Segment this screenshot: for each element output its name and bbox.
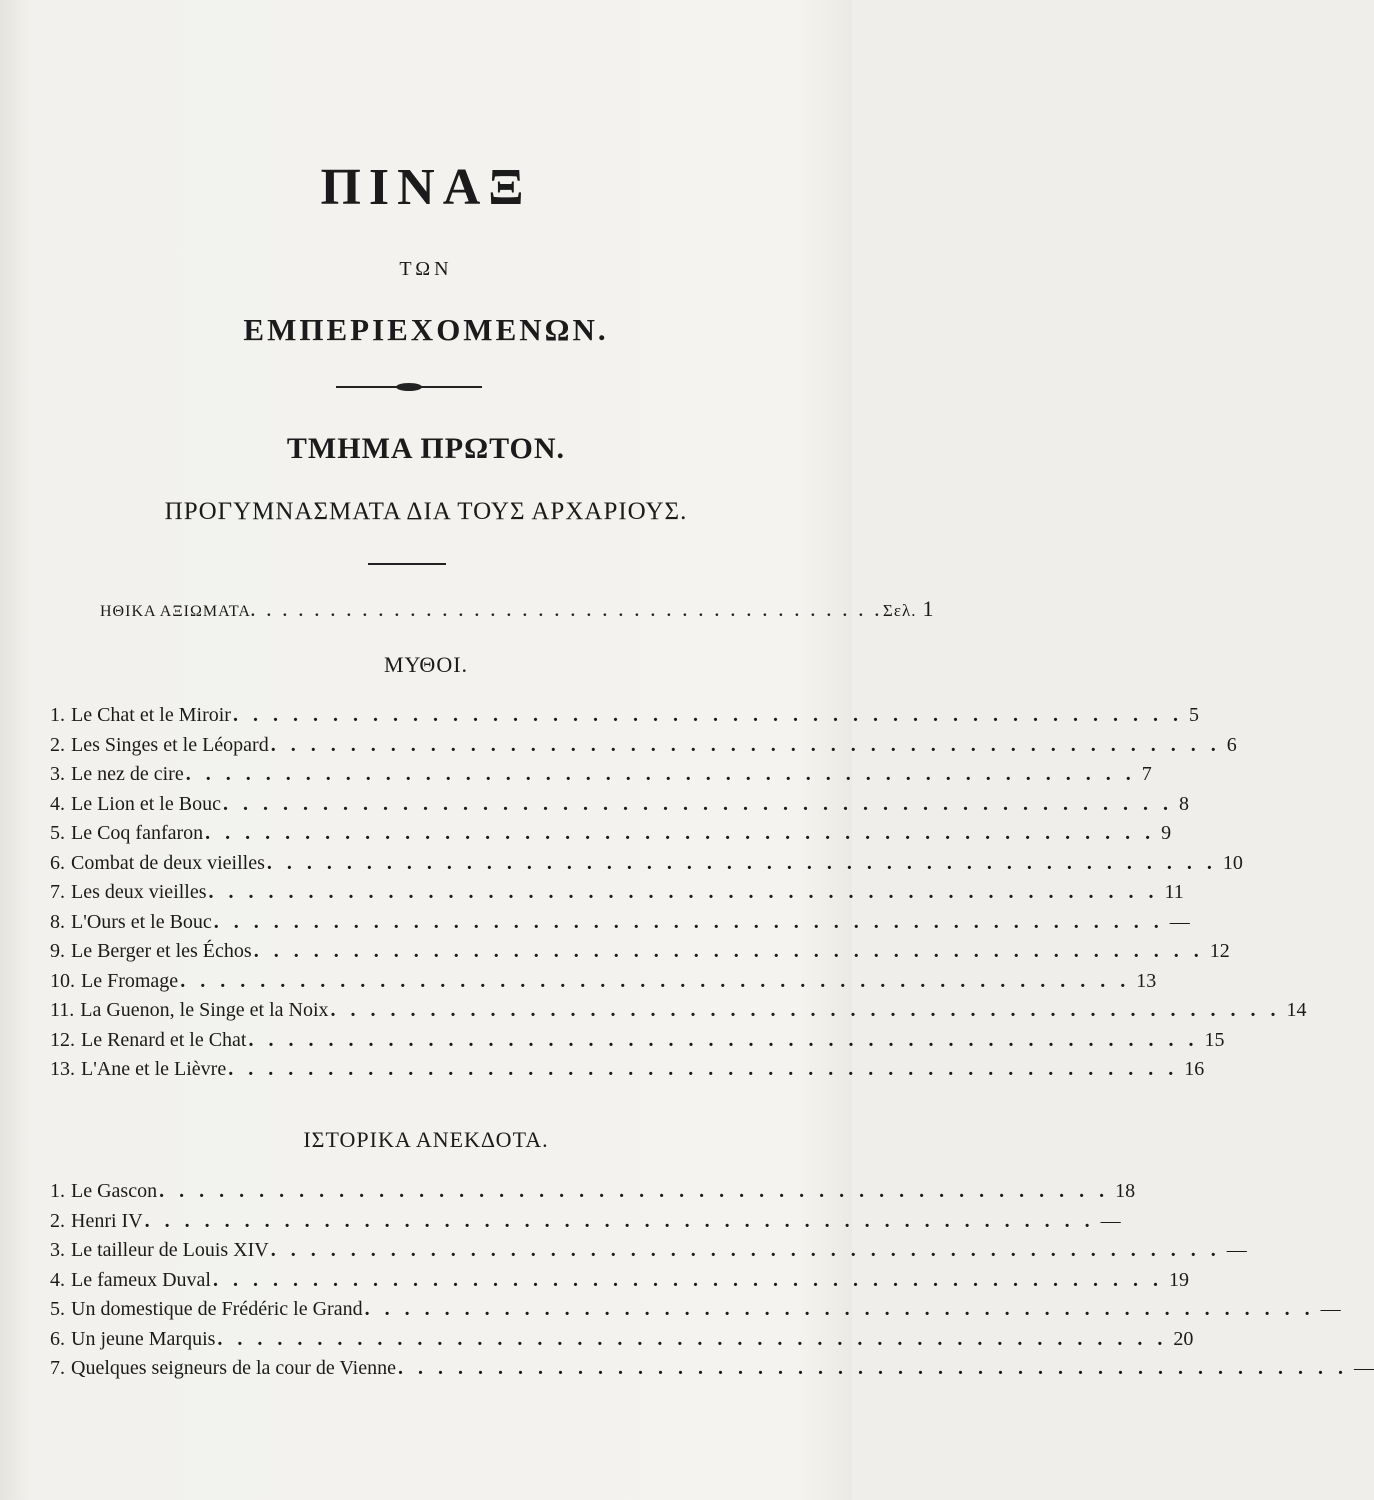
- entry-number: 3.: [50, 1239, 65, 1261]
- entry-number: 4.: [50, 792, 65, 815]
- entry-number: 13.: [50, 1058, 75, 1080]
- leader-dots: . . . . . . . . . . . . . . . . . . . . . . . . . . . . . . . . . . . . . . . . . . . . . . . .: [398, 1357, 1348, 1379]
- entry-page: 19: [1168, 1268, 1189, 1291]
- toc-entry: [50, 851, 1243, 882]
- leader-dots: . . . . . . . . . . . . . . . . . . . . . . . . . . . . . . . . . . . . . . . . . . . . . . . .: [159, 1180, 1110, 1202]
- entry-title: Quelques seigneurs de la cour de Vienne: [71, 1357, 396, 1379]
- toc-entry: [50, 999, 1307, 1029]
- entry-title: Le Chat et le Miroir: [71, 704, 231, 726]
- entry-number: 2.: [50, 1209, 65, 1232]
- entry-number: 12.: [50, 1028, 75, 1051]
- section-title: ΤΜΗΜΑ ΠΡΩΤΟΝ.: [286, 432, 566, 465]
- ethika-entry: [100, 596, 935, 626]
- entry-page: —: [1100, 1209, 1121, 1232]
- entry-number: 8.: [50, 910, 65, 933]
- entry-number: 4.: [50, 1268, 65, 1291]
- entry-title: Le fameux Duval: [71, 1268, 211, 1291]
- entry-number: 7.: [50, 881, 65, 903]
- entry-number: 9.: [50, 940, 65, 962]
- entry-page: 15: [1204, 1028, 1225, 1051]
- leader-dots: . . . . . . . . . . . . . . . . . . . . . . . . . . . . . . . . . . . . . . . . . . . . . . . .: [232, 704, 1183, 726]
- anekdota-list: [50, 1180, 1374, 1387]
- leader-dots: . . . . . . . . . . . . . . . . . . . . . . . . . . . . . . . . . . . . . . . . . . . . . . . .: [248, 1028, 1199, 1051]
- entry-page: 14: [1286, 999, 1307, 1021]
- leader-dots: . . . . . . . . . . . . . . . . . . . . . . . . . . . . . . . . . . . . . . . . . . . . . . . .: [364, 1298, 1315, 1320]
- ethika-page: 1: [922, 596, 935, 621]
- title-article: ΤΩΝ: [399, 258, 453, 280]
- leader-dots: . . . . . . . . . . . . . . . . . . . . . . . . . . . . . . . . . . . . . . . . . . . . . . . .: [253, 940, 1204, 962]
- section-subtitle: ΠΡΟΓΥΜΝΑΣΜΑΤΑ ΔΙΑ ΤΟΥΣ ΑΡΧΑΡΙΟΥΣ.: [164, 498, 688, 525]
- ornament-divider: [336, 386, 482, 388]
- toc-entry: [50, 1028, 1225, 1059]
- leader-dots: . . . . . . . . . . . . . . . . . . . . . . . . . . . . . . . . . . . . . . . . . . . . . . . .: [212, 1268, 1163, 1291]
- leader-dots: . . . . . . . . . . . . . . . . . . . . . . . . . . . . . . . . . . . . . . . . . . . . . . . .: [222, 792, 1173, 815]
- entry-number: 5.: [50, 1298, 65, 1320]
- entry-title: Henri IV: [71, 1209, 143, 1232]
- entry-page: 13: [1136, 969, 1157, 992]
- toc-entry: [50, 733, 1237, 764]
- toc-entry: [50, 1239, 1247, 1269]
- entry-page: 6: [1226, 733, 1237, 756]
- entry-page: 5: [1188, 704, 1199, 726]
- mythoi-list: [50, 704, 1307, 1088]
- ethika-label: ΗΘΙΚΑ ΑΞΙΩΜΑΤΑ: [100, 603, 251, 620]
- entry-number: 7.: [50, 1357, 65, 1379]
- leader-dots: . . . . . . . . . . . . . . . . . . . . . . . . . . . . . . . . . . . . . . . . . . . . . . . .: [180, 969, 1131, 992]
- entry-title: Les Singes et le Léopard: [71, 733, 269, 756]
- toc-entry: [50, 1298, 1341, 1328]
- leader-dots: . . . . . . . . . . . . . . . . . . . . . . . . . . . . . . . . . . . . . . . . . . . . . . . .: [266, 851, 1217, 874]
- entry-page: 11: [1164, 881, 1184, 903]
- page-title: ΠΙΝΑΞ: [320, 159, 532, 216]
- toc-entry: [50, 1209, 1121, 1240]
- leader-dots: . . . . . . . . . . . . . . . . . . . . . . . . . . . . . . . . . . . . . . . . . . . . . . . .: [144, 1209, 1095, 1232]
- toc-entry: [50, 763, 1152, 793]
- entry-title: La Guenon, le Singe et la Noix: [80, 999, 329, 1021]
- toc-entry: [50, 1058, 1205, 1088]
- entry-number: 6.: [50, 1327, 65, 1350]
- entry-title: Un jeune Marquis: [71, 1327, 216, 1350]
- entry-title: Le tailleur de Louis XIV: [71, 1239, 269, 1261]
- toc-entry: [50, 910, 1190, 941]
- toc-entry: [50, 822, 1172, 852]
- leader-dots: . . . . . . . . . . . . . . . . . . . . . . . . . . . . . . . . . . . . . . . . . . . . . . . .: [270, 733, 1221, 756]
- entry-title: L'Ane et le Lièvre: [81, 1058, 227, 1080]
- entry-number: 2.: [50, 733, 65, 756]
- entry-page: —: [1320, 1298, 1341, 1320]
- mythoi-heading: ΜΥΘΟΙ.: [383, 652, 469, 677]
- leader-dots: . . . . . . . . . . . . . . . . . . . . . . . . . . . . . . . . . . . . . . . . . . . . . . . .: [228, 1058, 1179, 1080]
- anekdota-heading: ΙΣΤΟΡΙΚΑ ΑΝΕΚΔΟΤΑ.: [303, 1127, 549, 1152]
- entry-title: Le Renard et le Chat: [81, 1028, 247, 1051]
- toc-entry: [50, 1180, 1136, 1210]
- toc-entry: [50, 1268, 1189, 1299]
- entry-number: 10.: [50, 969, 75, 992]
- entry-title: Le Fromage: [81, 969, 179, 992]
- entry-title: L'Ours et le Bouc: [71, 910, 212, 933]
- leader-dots: . . . . . . . . . . . . . . . . . . . . . . . . . . . . . . . . . . . . . . . . . . . . . . . .: [330, 999, 1281, 1021]
- title-subtitle: ΕΜΠΕΡΙΕΧΟΜΕΝΩΝ.: [243, 312, 609, 347]
- entry-page: 16: [1184, 1058, 1205, 1080]
- entry-number: 3.: [50, 763, 65, 785]
- toc-entry: [50, 792, 1189, 823]
- entry-number: 1.: [50, 1180, 65, 1202]
- entry-title: Combat de deux vieilles: [71, 851, 265, 874]
- page-abbreviation: Σελ.: [882, 601, 917, 620]
- entry-page: 18: [1115, 1180, 1136, 1202]
- toc-entry: [50, 969, 1157, 1000]
- leader-dots: . . . . . . . . . . . . . . . . . . . . . . . . . . . . . . . . . . . . . . . . . . . . . . . .: [217, 1327, 1168, 1350]
- leader-dots: . . . . . . . . . . . . . . . . . . . . . . . . . . . . . . . . . . . . . . . . . . . . . . . .: [270, 1239, 1221, 1261]
- entry-page: 10: [1222, 851, 1243, 874]
- entry-page: 7: [1141, 763, 1152, 785]
- entry-title: Le nez de cire: [71, 763, 184, 785]
- entry-page: 8: [1178, 792, 1189, 815]
- entry-title: Le Gascon: [71, 1180, 158, 1202]
- entry-title: Le Lion et le Bouc: [71, 792, 221, 815]
- toc-entry: [50, 940, 1230, 970]
- toc-entry: [50, 704, 1199, 734]
- leader-dots: . . . . . . . . . . . . . . . . . . . . . . . . . . . . . . . . . . . . . . . . . . . . . . . .: [208, 881, 1159, 903]
- entry-title: Les deux vieilles: [71, 881, 207, 903]
- entry-page: —: [1169, 910, 1190, 933]
- short-divider: [368, 563, 446, 565]
- leader-dots: . . . . . . . . . . . . . . . . . . . . . . . . . . . . . . . . . . . . . . . .: [250, 603, 883, 620]
- toc-entry: [50, 1357, 1374, 1387]
- entry-page: —: [1354, 1357, 1374, 1379]
- entry-title: Le Coq fanfaron: [71, 822, 204, 844]
- entry-number: 11.: [50, 999, 75, 1021]
- entry-title: Le Berger et les Échos: [71, 940, 252, 962]
- leader-dots: . . . . . . . . . . . . . . . . . . . . . . . . . . . . . . . . . . . . . . . . . . . . . . . .: [185, 763, 1136, 785]
- entry-page: 9: [1161, 822, 1172, 844]
- entry-page: 20: [1173, 1327, 1194, 1350]
- leader-dots: . . . . . . . . . . . . . . . . . . . . . . . . . . . . . . . . . . . . . . . . . . . . . . . .: [205, 822, 1156, 844]
- toc-entry: [50, 1327, 1194, 1358]
- toc-entry: [50, 881, 1184, 911]
- leader-dots: . . . . . . . . . . . . . . . . . . . . . . . . . . . . . . . . . . . . . . . . . . . . . . . .: [213, 910, 1164, 933]
- entry-number: 1.: [50, 704, 65, 726]
- entry-page: —: [1226, 1239, 1247, 1261]
- entry-title: Un domestique de Frédéric le Grand: [71, 1298, 363, 1320]
- entry-page: 12: [1209, 940, 1230, 962]
- entry-number: 5.: [50, 822, 65, 844]
- entry-number: 6.: [50, 851, 65, 874]
